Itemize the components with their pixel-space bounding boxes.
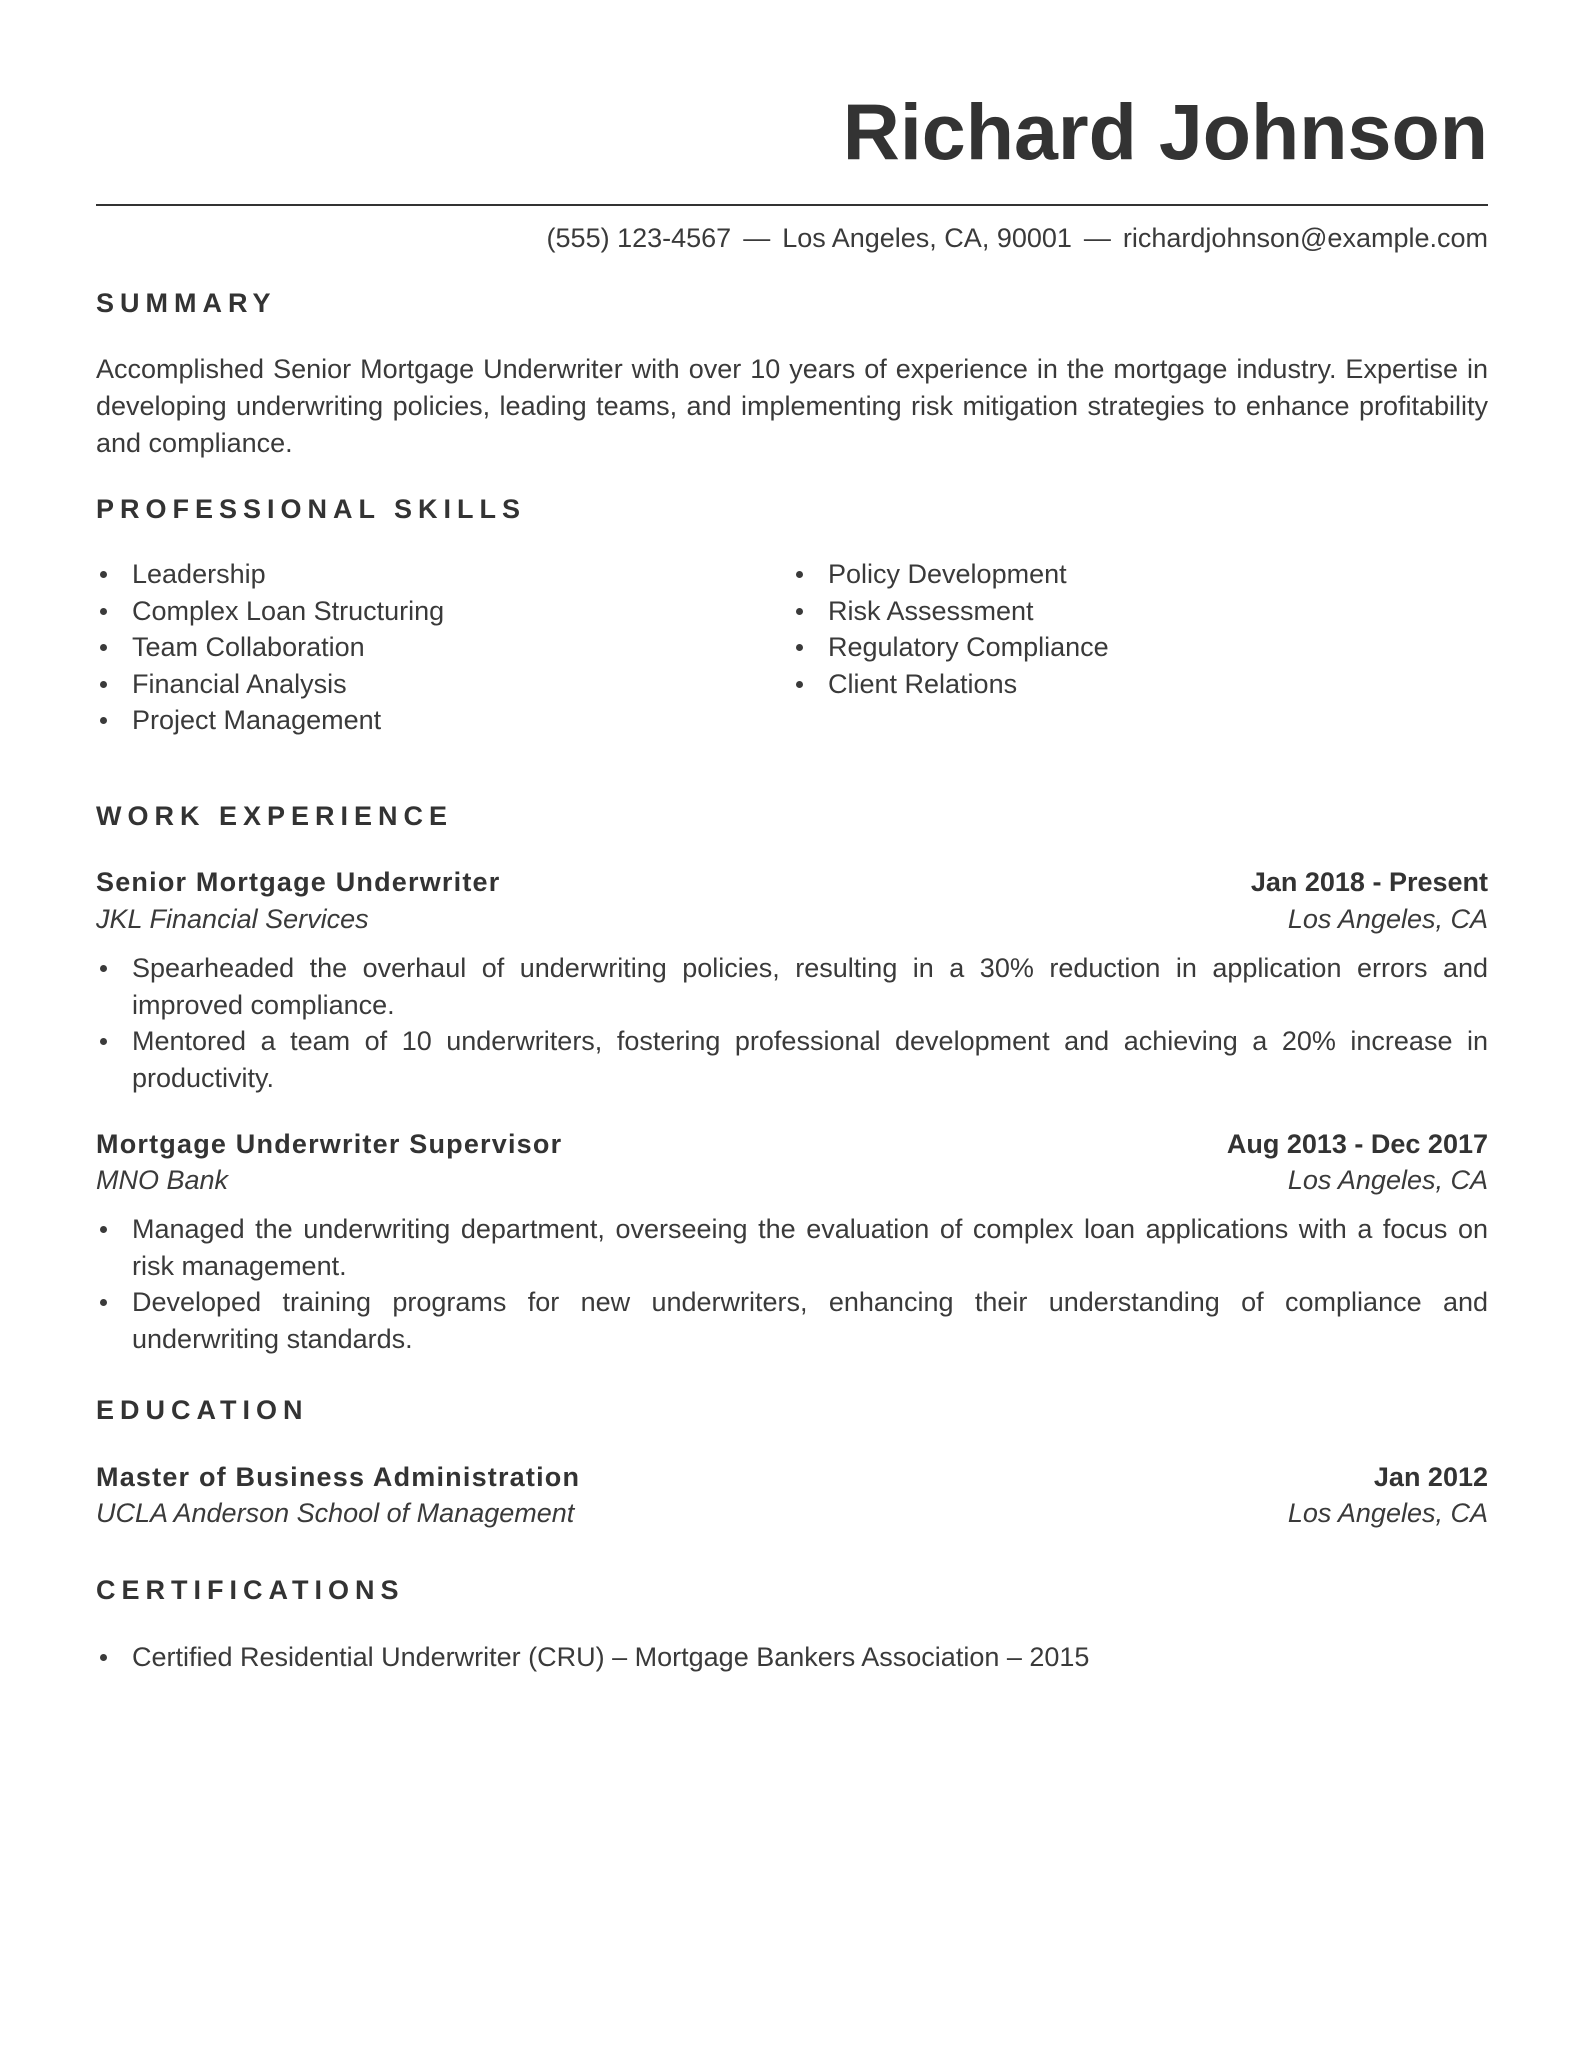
- skill-item: [96, 556, 776, 593]
- bullet-dot: [100, 608, 107, 615]
- skills-heading: PROFESSIONAL SKILLS: [96, 494, 527, 524]
- candidate-name: Richard Johnson: [842, 87, 1488, 176]
- bullet-dot: [796, 681, 803, 688]
- bullet-dot: [100, 571, 107, 578]
- job-title: Mortgage Underwriter Supervisor: [96, 1129, 563, 1159]
- education-heading: EDUCATION: [96, 1395, 309, 1425]
- certification-text: Certified Residential Underwriter (CRU) – Mortgage Bankers Association – 2015: [132, 1642, 1090, 1672]
- job-dates: Jan 2018 - Present: [1250, 867, 1488, 897]
- job-bullet: [96, 950, 1488, 1023]
- header-divider: [96, 204, 1488, 206]
- skill-item: [96, 593, 776, 630]
- skill-label: Regulatory Compliance: [828, 632, 1109, 662]
- job-employer-row: [96, 901, 1488, 937]
- contact-email: richardjohnson@example.com: [1122, 223, 1488, 253]
- bullet-dot: [796, 644, 803, 651]
- education-header: [96, 1459, 1488, 1495]
- skill-item: [792, 556, 1472, 593]
- summary-text: Accomplished Senior Mortgage Underwriter with over 10 years of experience in the mortgage industry. Expertise in developing underwriting policies, leading teams, and implementing risk mitigation strategies to enhance profitability and compliance.: [96, 354, 1488, 458]
- contact-line: [547, 222, 1488, 254]
- bullet-dot: [100, 1299, 107, 1306]
- bullet-dot: [796, 571, 803, 578]
- job-company: JKL Financial Services: [96, 904, 369, 934]
- contact-phone: (555) 123-4567: [546, 223, 732, 253]
- skill-label: Financial Analysis: [132, 668, 347, 699]
- skill-label: Policy Development: [828, 559, 1067, 589]
- job-bullet-text: Spearheaded the overhaul of underwriting policies, resulting in a 30% reduction in application errors and improved compliance.: [132, 953, 1488, 1020]
- bullet-dot: [100, 717, 107, 724]
- job-dates: Aug 2013 - Dec 2017: [1226, 1129, 1488, 1159]
- degree-title: Master of Business Administration: [96, 1462, 581, 1492]
- education-school-row: [96, 1495, 1488, 1531]
- job-bullet: [96, 1023, 1488, 1096]
- bullet-dot: [100, 1226, 107, 1233]
- bullet-dot: [100, 1038, 107, 1045]
- skill-item: [96, 702, 776, 739]
- skill-item: [792, 629, 1472, 666]
- experience-heading: WORK EXPERIENCE: [96, 801, 454, 831]
- job-location: Los Angeles, CA: [1287, 1165, 1488, 1195]
- skill-label: Risk Assessment: [828, 595, 1034, 626]
- bullet-dot: [100, 644, 107, 651]
- school-name: UCLA Anderson School of Management: [96, 1498, 575, 1528]
- degree-date: Jan 2012: [1373, 1462, 1488, 1492]
- contact-separator: —: [1083, 223, 1111, 253]
- skill-item: [792, 666, 1472, 703]
- certifications-heading: CERTIFICATIONS: [96, 1575, 405, 1605]
- job-bullet: [96, 1284, 1488, 1357]
- job-bullet-text: Developed training programs for new underwriters, enhancing their understanding of compliance and underwriting standards.: [132, 1287, 1488, 1354]
- school-location: Los Angeles, CA: [1287, 1498, 1488, 1528]
- skill-label: Team Collaboration: [132, 632, 365, 662]
- job-bullet-text: Managed the underwriting department, overseeing the evaluation of complex loan applications with a focus on risk management.: [132, 1214, 1488, 1281]
- job-title: Senior Mortgage Underwriter: [96, 867, 501, 897]
- certifications-list: [96, 1639, 1488, 1676]
- bullet-dot: [100, 681, 107, 688]
- skill-label: Complex Loan Structuring: [132, 595, 445, 626]
- skills-list-left: [96, 556, 776, 739]
- skills-list-right: [792, 556, 1472, 702]
- summary-heading: SUMMARY: [96, 288, 277, 318]
- certification-item: [96, 1639, 1488, 1676]
- job-company: MNO Bank: [96, 1165, 229, 1195]
- job-header: [96, 864, 1488, 900]
- skill-item: [96, 629, 776, 666]
- skill-label: Client Relations: [828, 668, 1018, 699]
- job-bullets: [96, 950, 1488, 1096]
- job-bullet-text: Mentored a team of 10 underwriters, fostering professional development and achieving a 20% increase in productivity.: [132, 1026, 1488, 1093]
- job-header: [96, 1126, 1488, 1162]
- contact-location: Los Angeles, CA, 90001: [782, 223, 1072, 253]
- bullet-dot: [100, 1654, 107, 1661]
- job-bullets: [96, 1211, 1488, 1357]
- bullet-dot: [100, 965, 107, 972]
- bullet-dot: [796, 608, 803, 615]
- skill-label: Leadership: [132, 559, 266, 589]
- contact-separator: —: [743, 223, 771, 253]
- job-location: Los Angeles, CA: [1287, 904, 1488, 934]
- job-employer-row: [96, 1162, 1488, 1198]
- skill-label: Project Management: [132, 705, 382, 735]
- skill-item: [792, 593, 1472, 630]
- job-bullet: [96, 1211, 1488, 1284]
- skill-item: [96, 666, 776, 703]
